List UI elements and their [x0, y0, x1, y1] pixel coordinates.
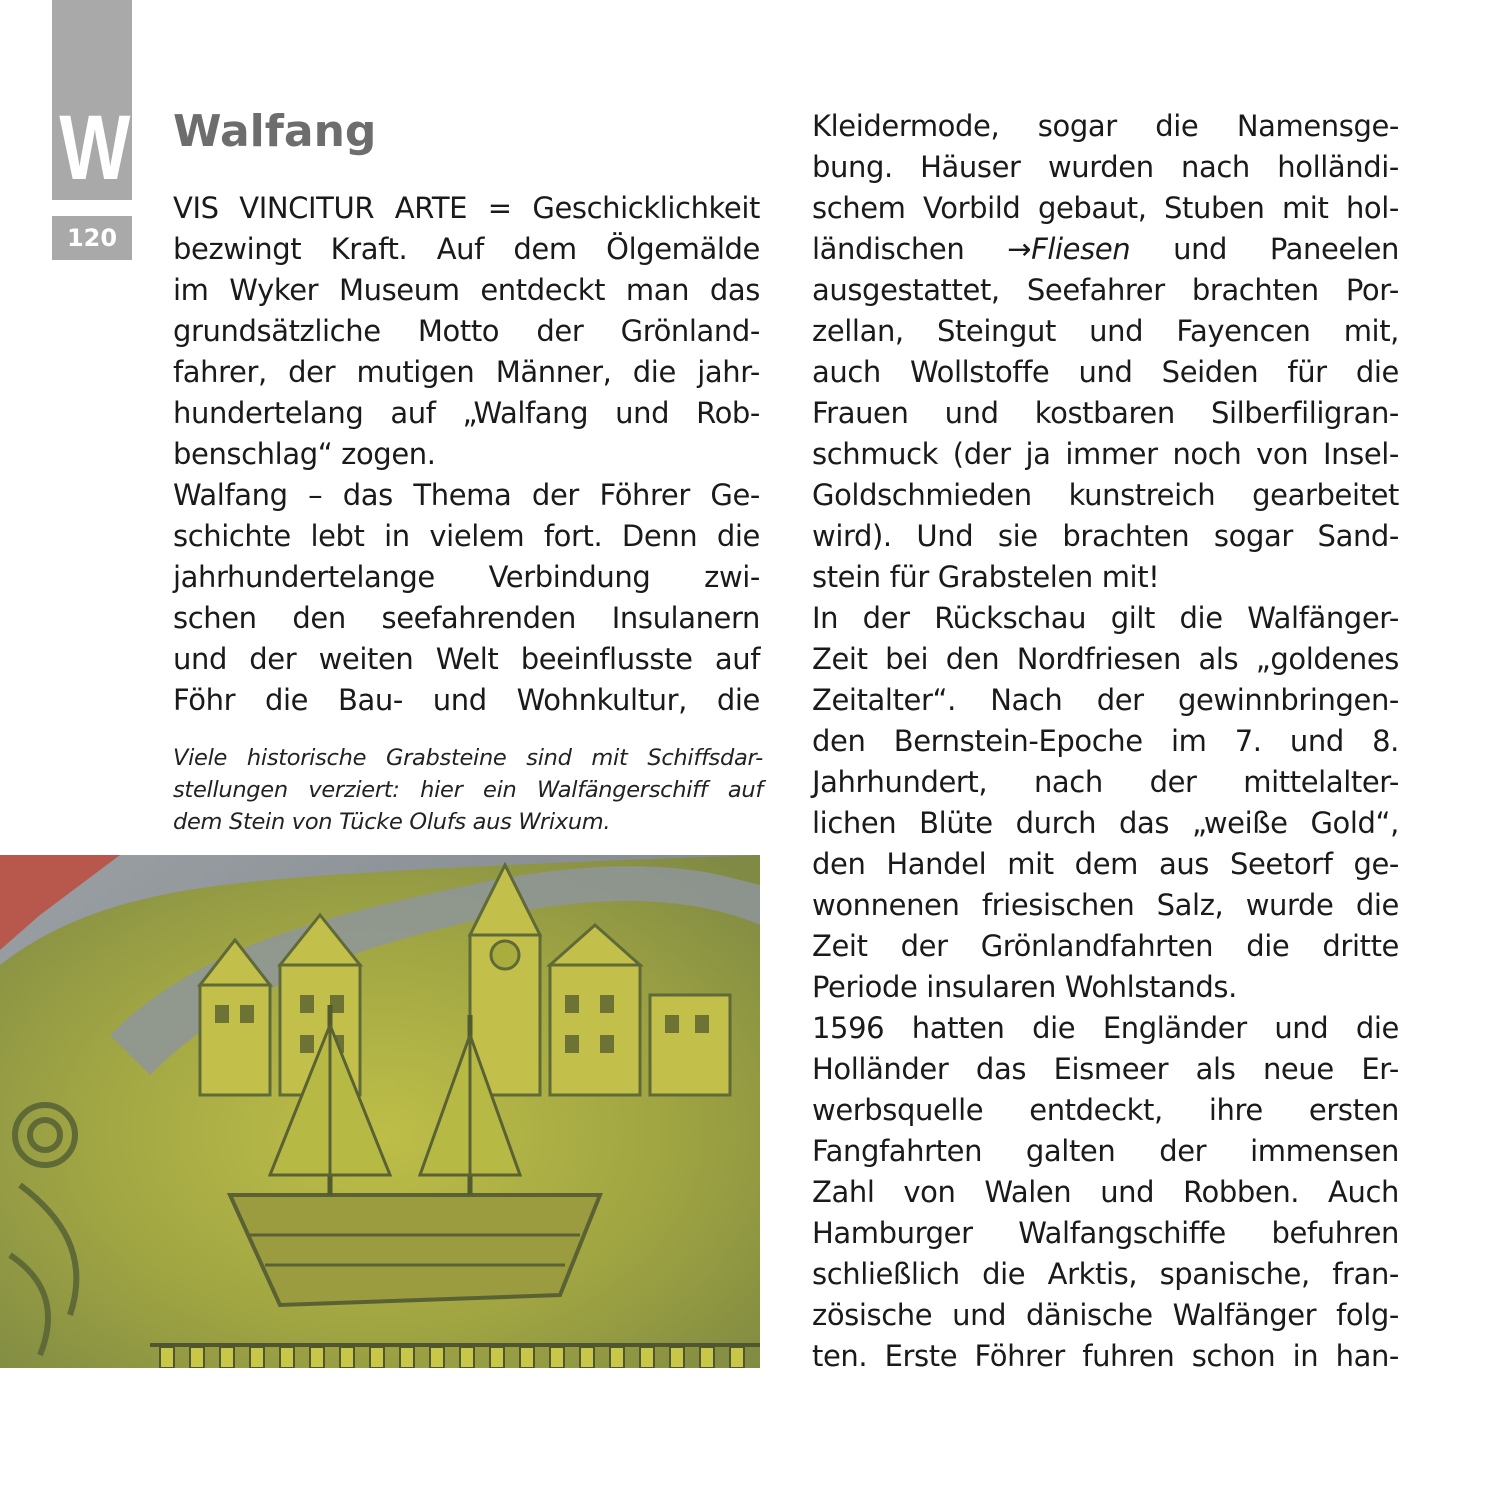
text-line: In der Rückschau gilt die Walfänger- [812, 601, 1399, 635]
text-line: ten. Erste Föhrer fuhren schon in han- [812, 1339, 1399, 1373]
text-line: lichen Blüte durch das „weiße Gold“, [812, 806, 1399, 840]
cross-reference-link[interactable]: Fliesen [1031, 232, 1131, 266]
text-line: und der weiten Welt beeinflusste auf [173, 642, 760, 676]
text-line: stein für Grabstelen mit! [812, 560, 1160, 594]
text-line: Zeit der Grönlandfahrten die dritte [812, 929, 1399, 963]
text-line: 1596 hatten die Engländer und die [812, 1011, 1399, 1045]
text-line: Föhr die Bau- und Wohnkultur, die [173, 683, 760, 717]
paragraph-golden-age [812, 598, 1399, 1008]
text-line: im Wyker Museum entdeckt man das [173, 273, 760, 307]
text-line: den Bernstein-Epoche im 7. und 8. [812, 724, 1399, 758]
text-line: wonnenen friesischen Salz, wurde die [812, 888, 1399, 922]
text-line: wird). Und sie brachten sogar Sand- [812, 519, 1399, 553]
text-fragment: und Paneelen [1130, 232, 1399, 266]
photo-caption [173, 742, 763, 838]
text-line: Kleidermode, sogar die Namensge- [812, 109, 1399, 143]
text-line: auch Wollstoffe und Seiden für die [812, 355, 1399, 389]
text-line: bung. Häuser wurden nach holländi- [812, 150, 1399, 184]
text-line: hundertelang auf „Walfang und Rob- [173, 396, 760, 430]
text-line: schmuck (der ja immer noch von Insel- [812, 437, 1399, 471]
text-line: VIS VINCITUR ARTE = Geschicklichkeit [173, 191, 760, 225]
text-line: jahrhundertelange Verbindung zwi- [173, 560, 760, 594]
text-line: werbsquelle entdeckt, ihre ersten [812, 1093, 1399, 1127]
cross-reference-arrow-icon: → [1007, 232, 1032, 266]
gravestone-photo [0, 855, 760, 1368]
text-line: zösische und dänische Walfänger folg- [812, 1298, 1399, 1332]
text-line: Periode insularen Wohlstands. [812, 970, 1237, 1004]
text-fragment: ländischen [812, 232, 1008, 266]
caption-line: stellungen verziert: hier ein Walfängerschiff auf [173, 777, 763, 803]
caption-line: dem Stein von Tücke Olufs aus Wrixum. [173, 809, 611, 835]
text-line: benschlag“ zogen. [173, 437, 436, 471]
paragraph-intro [173, 188, 760, 475]
text-line: Jahrhundert, nach der mittelalter- [812, 765, 1399, 799]
gravestone-relief-image [0, 855, 760, 1368]
right-column [812, 106, 1399, 1377]
caption-line: Viele historische Grabsteine sind mit Schiffsdar- [173, 745, 763, 771]
text-line: grundsätzliche Motto der Grönland- [173, 314, 760, 348]
text-line: zellan, Steingut und Fayencen mit, [812, 314, 1399, 348]
text-line: Walfang – das Thema der Föhrer Ge- [173, 478, 760, 512]
text-line: Zeitalter“. Nach der gewinnbringen- [812, 683, 1399, 717]
paragraph-culture [812, 106, 1399, 598]
text-line: den Handel mit dem aus Seetorf ge- [812, 847, 1399, 881]
text-line: schem Vorbild gebaut, Stuben mit hol- [812, 191, 1399, 225]
text-line: Fangfahrten galten der immensen [812, 1134, 1399, 1168]
text-line: schen den seefahrenden Insulanern [173, 601, 760, 635]
left-column [173, 188, 760, 721]
letter-tab [52, 0, 132, 200]
index-letter: W [59, 97, 131, 199]
paragraph-1596 [812, 1008, 1399, 1377]
text-line: bezwingt Kraft. Auf dem Ölgemälde [173, 232, 760, 266]
text-line: Hamburger Walfangschiffe befuhren [812, 1216, 1399, 1250]
text-line: Zahl von Walen und Robben. Auch [812, 1175, 1399, 1209]
text-line: Frauen und kostbaren Silberfiligran- [812, 396, 1399, 430]
text-line: Zeit bei den Nordfriesen als „goldenes [812, 642, 1399, 676]
text-line: ausgestattet, Seefahrer brachten Por- [812, 273, 1399, 307]
text-line: schließlich die Arktis, spanische, fran- [812, 1257, 1399, 1291]
text-line: schichte lebt in vielem fort. Denn die [173, 519, 760, 553]
page-number: 120 [52, 216, 132, 260]
text-line-with-link [812, 229, 1399, 270]
paragraph-history [173, 475, 760, 721]
text-line: Goldschmieden kunstreich gearbeitet [812, 478, 1399, 512]
article-title: Walfang [173, 106, 377, 157]
text-line: Holländer das Eismeer als neue Er- [812, 1052, 1399, 1086]
text-line: fahrer, der mutigen Männer, die jahr- [173, 355, 760, 389]
